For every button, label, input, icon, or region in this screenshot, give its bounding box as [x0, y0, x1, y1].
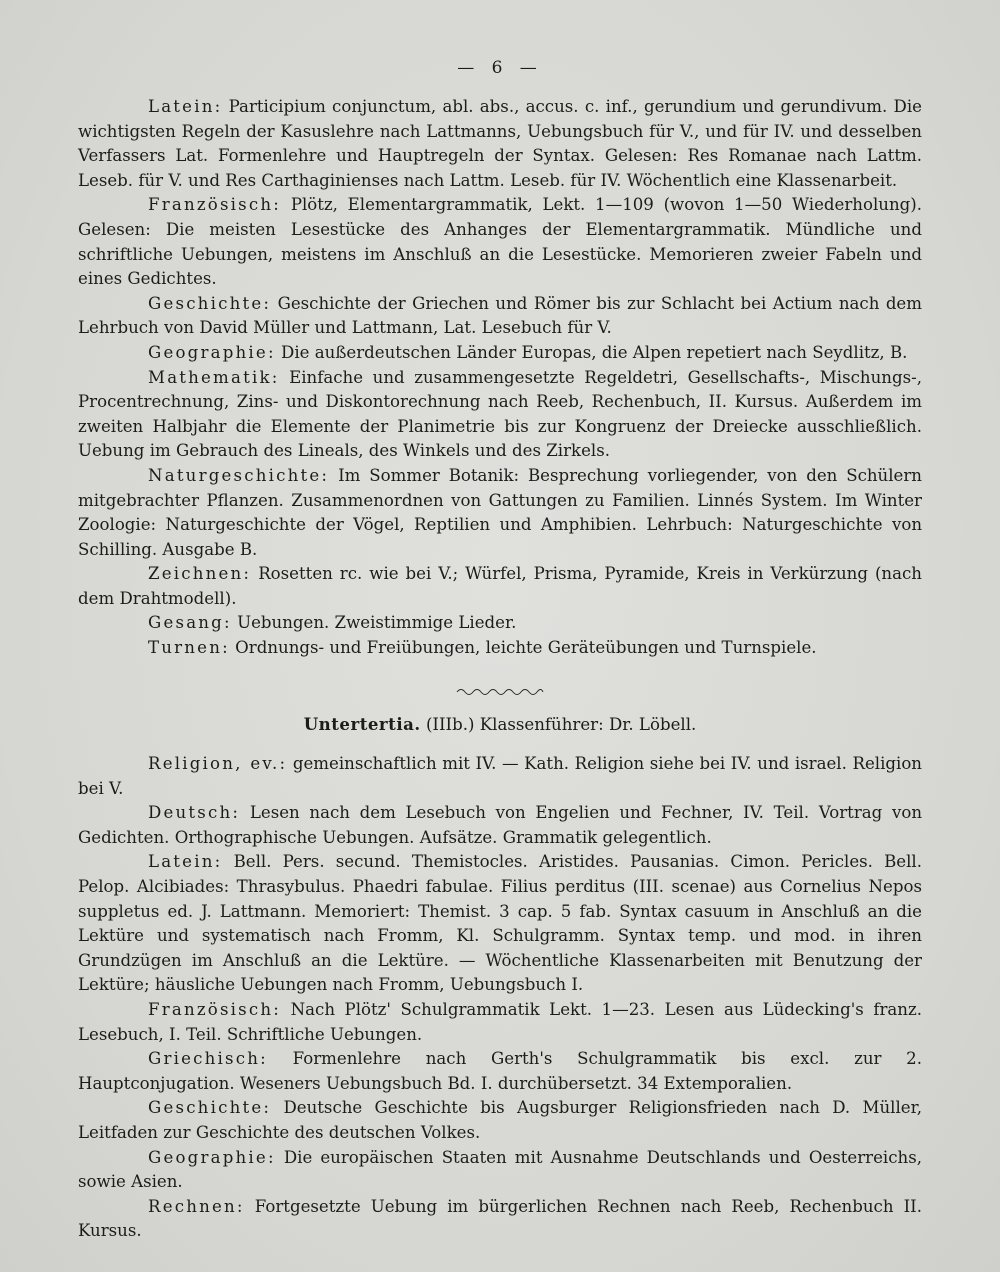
subject-paragraph	[78, 464, 922, 562]
subject-text: Uebungen. Zweistimmige Lieder.	[237, 613, 517, 633]
subject-label: Naturgeschichte:	[148, 465, 330, 485]
subject-text: Plötz, Elementargrammatik, Lekt. 1—109 (wovon 1—50 Wiederholung). Gelesen: Die meisten Lesestücke des Anhanges der Elementargrammatik. Mündliche und schriftliche Uebungen, meistens im Anschluß an die Lesestücke. Memorieren zweier Fabeln und eines Gedichtes.	[78, 195, 923, 289]
subject-label: Deutsch:	[148, 803, 241, 823]
subject-label: Religion, ev.:	[148, 754, 288, 773]
subject-label: Französisch:	[148, 999, 282, 1019]
subject-text: Nach Plötz' Schulgrammatik Lekt. 1—23. Lesen aus Lüdecking's franz. Lesebuch, I. Teil. Schriftliche Uebungen.	[78, 999, 922, 1044]
subject-text: Rosetten rc. wie bei V.; Würfel, Prisma, Pyramide, Kreis in Verkürzung (nach dem Drahtmodell).	[78, 564, 922, 608]
subject-text: Einfache und zusammengesetzte Regeldetri, Gesellschafts-, Mischungs-, Procentrechnung, Zins- und Diskontorechnung nach Reeb, Rechenbuch, II. Kursus. Außerdem im zweiten Halbjahr die Elemente der Planimetrie bis zur Kongruenz der Dreiecke ausschließlich. Uebung im Gebrauch des Lineals, des Winkels und des Zirkels.	[78, 367, 922, 461]
subject-paragraph	[78, 1096, 922, 1145]
subject-paragraph	[78, 1146, 922, 1195]
subject-label: Turnen:	[148, 638, 230, 658]
subject-label: Geschichte:	[148, 293, 272, 313]
subject-label: Geographie:	[148, 342, 276, 362]
subject-text: Deutsche Geschichte bis Augsburger Religionsfrieden nach D. Müller, Leitfaden zur Geschichte des deutschen Volkes.	[78, 1098, 922, 1142]
subject-paragraph	[78, 998, 922, 1047]
subject-text: Participium conjunctum, abl. abs., accus. c. inf., gerundium und gerundivum. Die wichtigsten Regeln der Kasuslehre nach Lattmanns, Uebungsbuch für V., und für IV. und desselben Verfassers Lat. Formenlehre und Hauptregeln der Syntax. Gelesen: Res Romanae nach Lattm. Leseb. für V. und Res Carthaginienses nach Lattm. Leseb. für IV. Wöchentlich eine Klassenarbeit.	[78, 97, 922, 190]
subject-label: Geographie:	[148, 1147, 276, 1167]
subject-paragraph	[78, 1047, 922, 1096]
subject-text: Geschichte der Griechen und Römer bis zur Schlacht bei Actium nach dem Lehrbuch von David Müller und Lattmann, Lat. Lesebuch für V.	[78, 293, 922, 338]
subject-label: Geschichte:	[148, 1098, 272, 1118]
curriculum-section-previous-class	[78, 95, 922, 661]
subject-text: Formenlehre nach Gerth's Schulgrammatik bis excl. zur 2. Hauptconjugation. Weseners Uebungsbuch Bd. I. durchübersetzt. 34 Extemporalien.	[78, 1049, 923, 1093]
subject-paragraph	[78, 850, 922, 998]
wave-divider-icon	[455, 686, 545, 698]
subject-label: Zeichnen:	[148, 564, 252, 584]
subject-text: Fortgesetzte Uebung im bürgerlichen Rechnen nach Reeb, Rechenbuch II. Kursus.	[78, 1196, 922, 1241]
subject-paragraph	[78, 801, 922, 850]
subject-paragraph	[78, 95, 922, 193]
teacher-name: Dr. Löbell.	[608, 715, 697, 734]
subject-text: Die außerdeutschen Länder Europas, die Alpen repetiert nach Seydlitz, B.	[281, 342, 908, 362]
subject-text: Ordnungs- und Freiübungen, leichte Geräteübungen und Turnspiele.	[235, 638, 817, 658]
class-grade: (IIIb.)	[425, 715, 475, 734]
teacher-label: Klassenführer:	[479, 715, 604, 734]
subject-text: Bell. Pers. secund. Themistocles. Aristides. Pausanias. Cimon. Pericles. Bell. Pelop. Alcibiades: Thrasybulus. Phaedri fabulae. Filius perditus (III. scenae) aus Cornelius Nepos suppletus ed. J. Lattmann. Memoriert: Themist. 3 cap. 5 fab. Syntax casuum in Anschluß an die Lektüre und systematisch nach Fromm, Kl. Schulgramm. Syntax temp. und mod. in ihren Grundzügen im Anschluß an die Lektüre. — Wöchentliche Klassenarbeiten mit Benutzung der Lektüre; häusliche Uebungen nach Fromm, Uebungsbuch I.	[78, 852, 922, 995]
subject-paragraph	[78, 366, 922, 464]
subject-paragraph	[78, 636, 922, 661]
page-number: — 6 —	[457, 58, 543, 78]
subject-paragraph	[78, 1195, 922, 1244]
subject-label: Mathematik:	[148, 367, 280, 387]
subject-paragraph	[78, 562, 922, 611]
class-heading	[0, 714, 1000, 734]
subject-label: Rechnen:	[148, 1196, 245, 1216]
subject-label: Latein:	[148, 852, 223, 872]
subject-paragraph	[78, 292, 922, 341]
subject-text: Im Sommer Botanik: Besprechung vorliegender, von den Schülern mitgebrachter Pflanzen. Zusammenordnen von Gattungen zu Familien. Linnés System. Im Winter Zoologie: Naturgeschichte der Vögel, Reptilien und Amphibien. Lehrbuch: Naturgeschichte von Schilling. Ausgabe B.	[78, 465, 922, 559]
subject-label: Griechisch:	[148, 1049, 268, 1069]
subject-paragraph	[78, 752, 922, 801]
subject-paragraph	[78, 611, 922, 636]
subject-paragraph	[78, 193, 922, 291]
subject-paragraph	[78, 341, 922, 366]
curriculum-section-untertertia	[78, 752, 922, 1244]
subject-text: Lesen nach dem Lesebuch von Engelien und Fechner, IV. Teil. Vortrag von Gedichten. Orthographische Uebungen. Aufsätze. Grammatik gelegentlich.	[78, 803, 923, 847]
subject-label: Latein:	[148, 97, 223, 116]
subject-text: gemeinschaftlich mit IV. — Kath. Religion siehe bei IV. und israel. Religion bei V.	[78, 754, 922, 798]
section-divider-ornament	[0, 686, 1000, 698]
subject-label: Französisch:	[148, 195, 282, 215]
subject-label: Gesang:	[148, 613, 232, 633]
subject-text: Die europäischen Staaten mit Ausnahme Deutschlands und Oesterreichs, sowie Asien.	[78, 1147, 923, 1192]
class-title: Untertertia.	[303, 714, 421, 734]
